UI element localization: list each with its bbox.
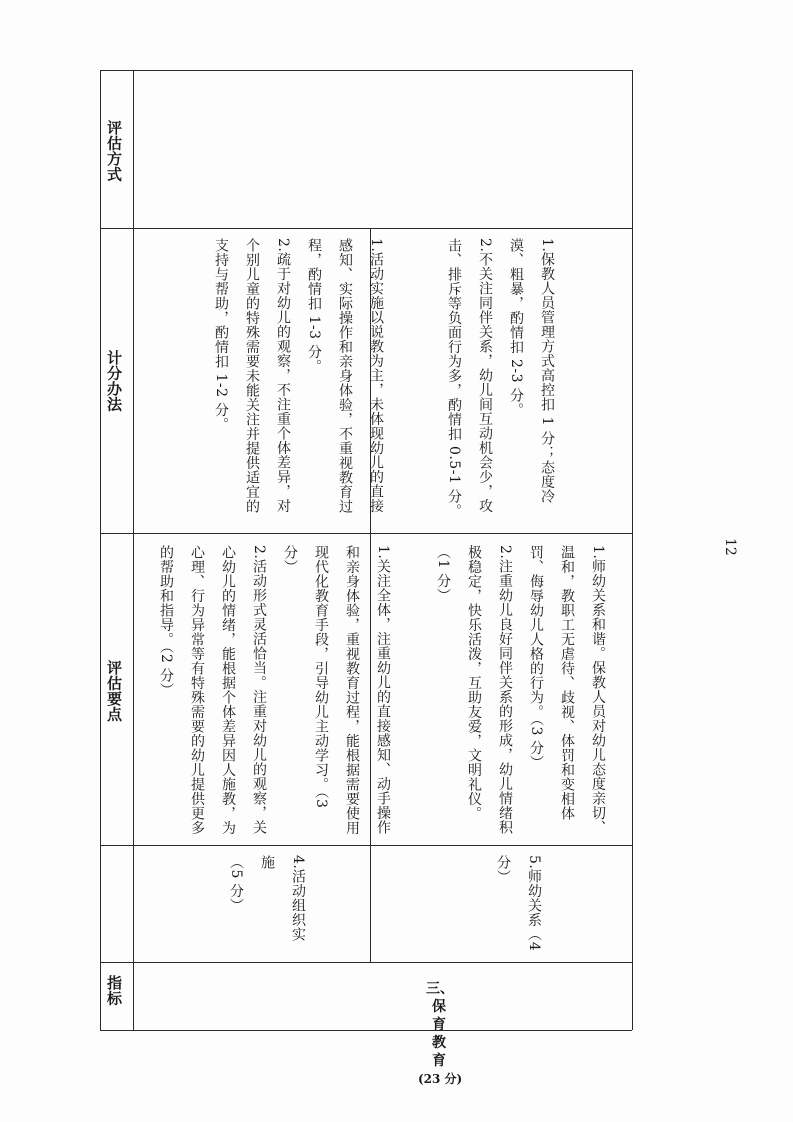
column-divider-keypoints-item (100, 845, 632, 846)
category-line: 三、 (426, 981, 454, 997)
column-divider-scoring-keypoints (100, 533, 632, 534)
column-divider-method-scoring (100, 228, 632, 229)
table-border-bottom (100, 1030, 632, 1031)
header-method: 评估方式 (105, 120, 123, 182)
category-line: (23 分) (418, 1072, 463, 1086)
category-line: 育 (432, 1017, 446, 1033)
header-scoring: 计分办法 (105, 350, 123, 412)
table-border-left (100, 70, 101, 1030)
category-label (418, 980, 463, 1088)
page-number: 12 (722, 538, 738, 556)
header-indicator: 指标 (105, 975, 123, 1006)
header-divider (133, 70, 134, 1030)
keypoints-teacher-child-relationship: 1.师幼关系和谐。保教人员对幼儿态度亲切、温和，教职工无虐待、歧视、体罚和变相体罚、侮辱幼儿人格的行为。（3 分） 2.注重幼儿良好同伴关系的形成，幼儿情绪积极稳定，快乐活泼，互助友爱，文明礼仪。（1 分） (435, 545, 606, 835)
table-border-top (100, 70, 632, 71)
category-line: 育 (432, 1053, 446, 1069)
item-teacher-child-relationship: 5.师幼关系（4 分） (495, 855, 542, 957)
scoring-activity-organization: 1.活动实施以说教为主，未体现幼儿的直接感知、实际操作和亲身体验，不重视教育过程，酌情扣 1-3 分。 2.疏于对幼儿的观察，不注重个体差异，对个别儿童的特殊需要未能关注并提供适宜的支持与帮助，酌情扣 1-2 分。 (213, 238, 384, 514)
category-line: 保 (432, 999, 446, 1015)
column-divider-item-category (100, 962, 632, 963)
keypoints-activity-organization: 1.关注全体，注重幼儿的直接感知、动手操作和亲身体验，重视教育过程，能根据需要使用现代化教育手段，引导幼儿主动学习。（3 分） 2.活动形式灵活恰当。注重对幼儿的观察，关心幼儿的情绪，能根据个体差异因人施教，为心理、行为异常等有特殊需要的幼儿提供更多的帮助和指导。（2 分） (158, 545, 391, 835)
item-activity-organization: 4.活动组织实施 （5 分） (228, 855, 306, 942)
table-border-right (632, 70, 633, 1030)
scoring-teacher-child-relationship: 1.保教人员管理方式高控扣 1 分；态度冷漠、粗暴，酌情扣 2-3 分。 2.不关注同伴关系，幼儿间互动机会少，攻击、排斥等负面行为多，酌情扣 0.5-1 分。 (446, 238, 555, 519)
category-line: 教 (432, 1035, 446, 1051)
header-key-points: 评估要点 (105, 660, 123, 722)
